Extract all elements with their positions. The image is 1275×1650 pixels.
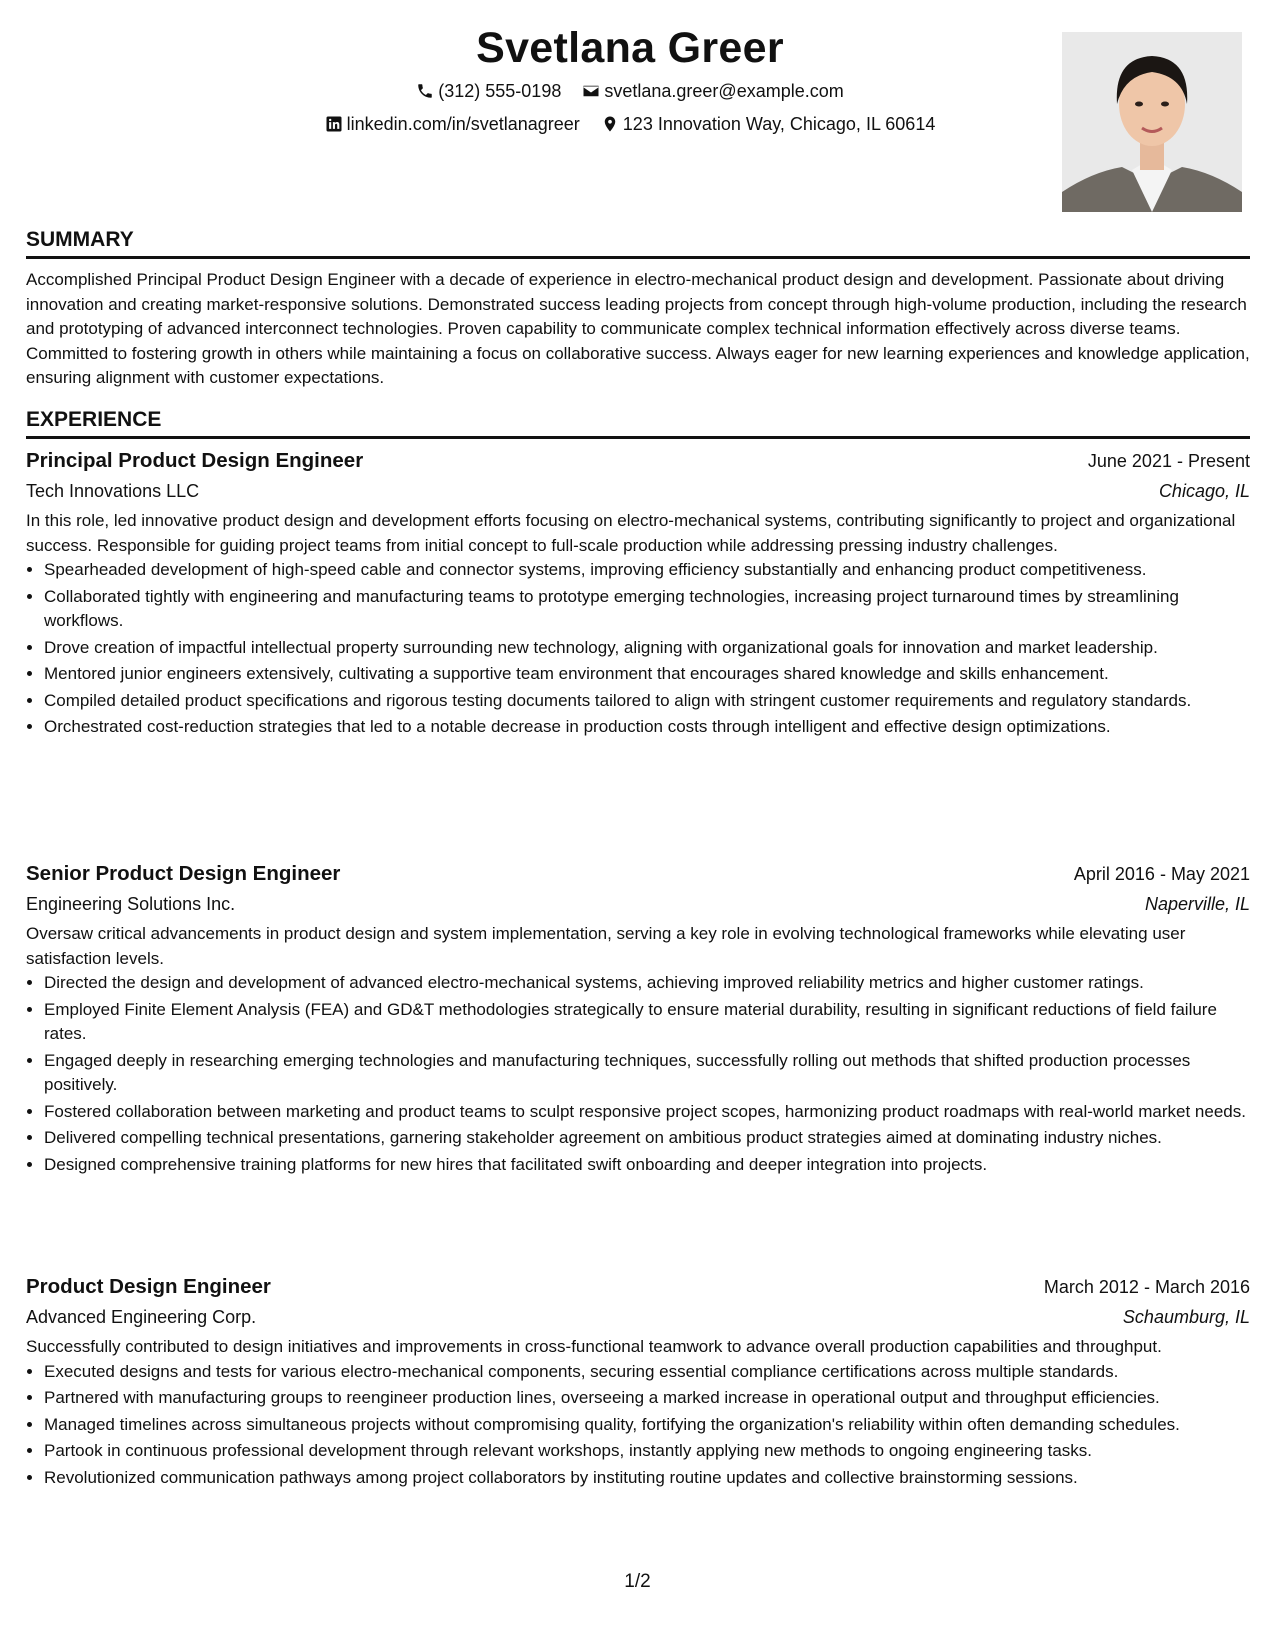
job-dates: June 2021 - Present (1087, 451, 1250, 471)
street-address: 123 Innovation Way, Chicago, IL 60614 (622, 114, 936, 134)
job-bullet: • Directed the design and development of advanced electro-mechanical systems, achieving improved reliability metrics and higher customer ratings. (44, 971, 1250, 996)
phone-icon (416, 82, 434, 100)
job-entry (26, 1272, 1250, 1492)
job-location: Naperville, IL (1144, 894, 1250, 914)
job-title: Senior Product Design Engineer (26, 862, 341, 885)
job-description: Successfully contributed to design initiatives and improvements in cross-functional teamwork to advance overall production capabilities and throughput. (26, 1337, 1162, 1356)
address-contact (601, 109, 936, 139)
envelope-icon (582, 82, 600, 100)
job-company: Advanced Engineering Corp. (26, 1307, 257, 1327)
job-bullet: • Managed timelines across simultaneous projects without compromising quality, fortifying the organization's reliability within often demanding schedules. (44, 1413, 1250, 1438)
job-entry (26, 446, 1250, 742)
job-description: Oversaw critical advancements in product design and system implementation, serving a key role in evolving technological frameworks while elevating user satisfaction levels. (26, 924, 1186, 968)
job-bullet: • Fostered collaboration between marketing and product teams to sculpt responsive project scopes, harmonizing product roadmaps with real-world market needs. (44, 1100, 1250, 1125)
portrait-illustration (1062, 32, 1242, 212)
job-bullet: • Drove creation of impactful intellectual property surrounding new technology, aligning with organizational goals for innovation and market leadership. (44, 636, 1250, 661)
job-entry (26, 859, 1250, 1179)
job-dates: April 2016 - May 2021 (1073, 864, 1250, 884)
linkedin-url[interactable]: linkedin.com/in/svetlanagreer (346, 114, 580, 134)
job-bullet: • Mentored junior engineers extensively, cultivating a supportive team environment that encourages shared knowledge and skills enhancement. (44, 662, 1250, 687)
job-company: Engineering Solutions Inc. (26, 894, 236, 914)
job-bullet-list (26, 971, 1250, 1177)
summary-text: Accomplished Principal Product Design Engineer with a decade of experience in electro-mechanical product design and development. Passionate about driving innovation and creating market-responsive solutions. Demonstrated success leading projects from concept through high-volume production, including the research and prototyping of advanced interconnect technologies. Proven capability to communicate complex technical information effectively across diverse teams. Committed to fostering growth in others while maintaining a focus on collaborative success. Always eager for new learning experiences and knowledge application, ensuring alignment with customer expectations. (26, 270, 1250, 387)
job-title: Principal Product Design Engineer (26, 449, 364, 472)
job-description: In this role, led innovative product design and development efforts focusing on electro-mechanical systems, contributing significantly to project and organizational success. Responsible for guiding project teams from initial concept to full-scale production while addressing pressing industry challenges. (26, 511, 1236, 555)
job-location: Chicago, IL (1158, 481, 1250, 501)
contact-line-1 (230, 76, 1030, 109)
job-bullet: • Orchestrated cost-reduction strategies that led to a notable decrease in production costs through intelligent and effective design optimizations. (44, 715, 1250, 740)
job-bullet: • Engaged deeply in researching emerging technologies and manufacturing techniques, successfully rolling out methods that shifted production processes positively. (44, 1049, 1250, 1098)
job-bullet: • Designed comprehensive training platforms for new hires that facilitated swift onboarding and deeper integration into projects. (44, 1153, 1250, 1178)
job-bullet: • Collaborated tightly with engineering and manufacturing teams to prototype emerging technologies, increasing project turnaround times by streamlining workflows. (44, 585, 1250, 634)
job-bullet: • Executed designs and tests for various electro-mechanical components, securing essential compliance certifications across multiple standards. (44, 1360, 1250, 1385)
job-bullet: • Spearheaded development of high-speed cable and connector systems, improving efficiency substantially and enhancing product competitiveness. (44, 558, 1250, 583)
contact-line-2 (230, 109, 1030, 142)
job-bullet: • Partook in continuous professional development through relevant workshops, instantly applying new methods to ongoing engineering tasks. (44, 1439, 1250, 1464)
job-bullet: • Employed Finite Element Analysis (FEA) and GD&T methodologies strategically to ensure material durability, resulting in significant reductions of field failure rates. (44, 998, 1250, 1047)
email-address[interactable]: svetlana.greer@example.com (604, 81, 844, 101)
job-bullet-list (26, 558, 1250, 740)
experience-heading: EXPERIENCE (26, 406, 1250, 439)
phone-contact (416, 76, 561, 106)
job-bullet: • Delivered compelling technical presentations, garnering stakeholder agreement on ambitious product strategies aimed at dominating industry niches. (44, 1126, 1250, 1151)
page-number: 1/2 (624, 1571, 651, 1592)
job-title: Product Design Engineer (26, 1275, 271, 1298)
resume-header (230, 20, 1030, 142)
linkedin-icon (325, 115, 343, 133)
candidate-name: Svetlana Greer (476, 24, 784, 72)
linkedin-contact[interactable] (325, 109, 580, 139)
summary-heading: SUMMARY (26, 226, 1250, 259)
job-bullet: • Compiled detailed product specifications and rigorous testing documents tailored to align with stringent customer requirements and regulatory standards. (44, 689, 1250, 714)
email-contact[interactable] (582, 76, 843, 106)
job-dates: March 2012 - March 2016 (1043, 1277, 1250, 1297)
job-bullet-list (26, 1360, 1250, 1491)
job-company: Tech Innovations LLC (26, 481, 200, 501)
job-bullet: • Partnered with manufacturing groups to reengineer production lines, overseeing a marked increase in operational output and throughput efficiencies. (44, 1386, 1250, 1411)
phone-number: (312) 555-0198 (438, 81, 562, 101)
job-bullet: • Revolutionized communication pathways among project collaborators by instituting routine updates and collective brainstorming sessions. (44, 1466, 1250, 1491)
profile-photo (1062, 32, 1242, 212)
map-pin-icon (601, 115, 619, 133)
job-location: Schaumburg, IL (1122, 1307, 1250, 1327)
